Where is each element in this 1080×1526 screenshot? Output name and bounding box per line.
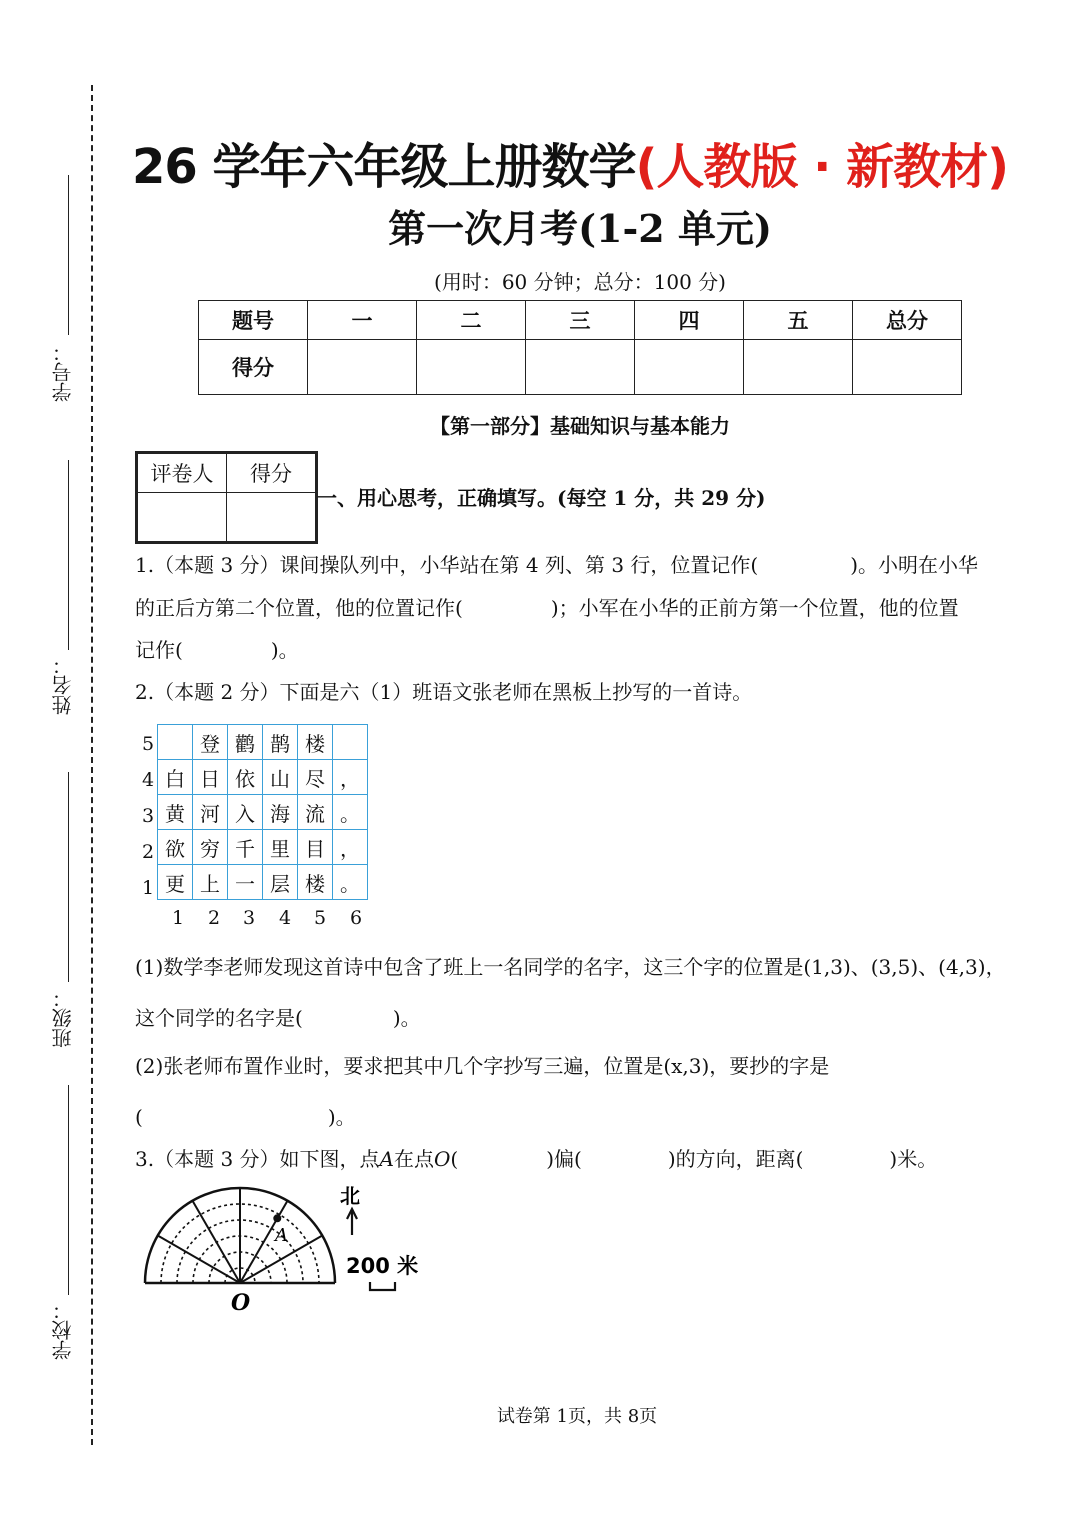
exam-title: [0, 128, 1080, 197]
q3-point-o: O: [433, 1147, 451, 1171]
score-value-row: [199, 340, 962, 395]
grid-cell: 鹊: [263, 725, 298, 760]
q3-text-c: (: [450, 1147, 459, 1171]
class-label: 班级：: [51, 988, 75, 1048]
score-header-cell: 三: [526, 301, 635, 340]
q1-line3: [135, 634, 299, 663]
title-main: 26 学年六年级上册数学: [131, 139, 636, 195]
q2-part1-line2: [135, 1002, 421, 1031]
diagram-ray: [158, 1236, 240, 1284]
q1-text-e: 记作(: [135, 638, 183, 662]
score-header-cell: 一: [308, 301, 417, 340]
grid-col-label: 6: [350, 907, 363, 929]
grid-row: [158, 830, 368, 865]
class-underline: [68, 772, 69, 982]
q3-text-f: )米。: [889, 1147, 938, 1171]
grid-cell: 楼: [298, 725, 333, 760]
q2-p2-close: )。: [327, 1105, 356, 1129]
grid-cell: 鹳: [228, 725, 263, 760]
grid-row: [158, 865, 368, 900]
score-header-row: [199, 301, 962, 340]
grid-cell: [333, 725, 368, 760]
grader-score-cell[interactable]: [227, 493, 317, 543]
grid-row: [158, 760, 368, 795]
school-label: 学校：: [51, 1300, 75, 1360]
grid-cell: 海: [263, 795, 298, 830]
grid-row-label: 2: [142, 841, 155, 863]
grader-score-label: 得分: [227, 453, 317, 493]
score-table: [198, 300, 962, 395]
q3-text-b: 在点: [393, 1147, 434, 1171]
grid-cell: 山: [263, 760, 298, 795]
score-header-cell: 题号: [199, 301, 308, 340]
name-underline: [68, 460, 69, 650]
grid-cell: 黄: [158, 795, 193, 830]
grid-cell: 依: [228, 760, 263, 795]
grid-cell: 登: [193, 725, 228, 760]
section1-title: 一、用心思考，正确填写。(每空 1 分，共 29 分): [317, 486, 766, 510]
grid-row: [158, 795, 368, 830]
q3-text-a: 3.（本题 3 分）如下图，点: [135, 1147, 380, 1171]
grid-cell: [158, 725, 193, 760]
q1-line1: [135, 549, 978, 578]
score-header-cell: 总分: [853, 301, 962, 340]
grid-cell: ，: [333, 830, 368, 865]
grid-cell: 白: [158, 760, 193, 795]
school-underline: [68, 1085, 69, 1295]
grid-col-label: 2: [208, 907, 221, 929]
grid-cell: 尽: [298, 760, 333, 795]
score-row-label: 得分: [199, 340, 308, 395]
q1-line2: [135, 592, 959, 621]
grid-row-label: 5: [142, 733, 155, 755]
grid-cell: 目: [298, 830, 333, 865]
grid-col-label: 5: [314, 907, 327, 929]
point-a-label: A: [275, 1225, 288, 1246]
grid-cell: 流: [298, 795, 333, 830]
q1-text-c: 的正后方第二个位置，他的位置记作(: [135, 596, 463, 620]
score-input-cell[interactable]: [526, 340, 635, 395]
grid-col-label: 4: [279, 907, 292, 929]
grid-row-label: 4: [142, 769, 155, 791]
origin-label: O: [231, 1290, 251, 1316]
q3-text-d: )偏(: [546, 1147, 582, 1171]
q2-p1-close: )。: [392, 1006, 421, 1030]
grid-cell: 上: [193, 865, 228, 900]
grid-cell: 千: [228, 830, 263, 865]
score-input-cell[interactable]: [744, 340, 853, 395]
q1-text-b: )。小明在小华: [850, 553, 979, 577]
grid-cell: 。: [333, 865, 368, 900]
grid-cell: 里: [263, 830, 298, 865]
poem-grid: [157, 724, 368, 900]
grid-row: [158, 725, 368, 760]
diagram-ray: [193, 1201, 241, 1283]
grid-cell: 楼: [298, 865, 333, 900]
q1-text-f: )。: [270, 638, 299, 662]
grid-col-label: 1: [172, 907, 185, 929]
q1-text-d: )；小军在小华的正前方第一个位置，他的位置: [550, 596, 959, 620]
title-edition: (人教版 · 新教材): [635, 139, 1009, 195]
grid-cell: 一: [228, 865, 263, 900]
direction-diagram: [130, 1175, 430, 1320]
page-footer: 试卷第 1页，共 8页: [496, 1406, 658, 1427]
q2-part2-line2: [135, 1101, 356, 1130]
time-info: (用时：60 分钟；总分：100 分): [434, 270, 726, 294]
part-title: 【第一部分】基础知识与基本能力: [430, 414, 730, 438]
score-input-cell[interactable]: [417, 340, 526, 395]
q3-point-a: A: [379, 1147, 394, 1171]
q2-part2-line1: (2)张老师布置作业时，要求把其中几个字抄写三遍，位置是(x,3)，要抄的字是: [135, 1054, 830, 1078]
grid-cell: ，: [333, 760, 368, 795]
grid-cell: 更: [158, 865, 193, 900]
north-label: 北: [340, 1184, 360, 1208]
grader-reviewer-cell[interactable]: [137, 493, 227, 543]
score-header-cell: 四: [635, 301, 744, 340]
q3-line: [135, 1143, 937, 1172]
q2-p1-text: 这个同学的名字是(: [135, 1006, 303, 1030]
grid-col-label: 3: [243, 907, 256, 929]
grid-cell: 。: [333, 795, 368, 830]
grid-cell: 穷: [193, 830, 228, 865]
score-input-cell[interactable]: [853, 340, 962, 395]
grid-cell: 河: [193, 795, 228, 830]
grid-cell: 日: [193, 760, 228, 795]
q3-text-e: )的方向，距离(: [667, 1147, 804, 1171]
name-label: 姓名：: [51, 655, 75, 715]
score-input-cell[interactable]: [635, 340, 744, 395]
grid-cell: 入: [228, 795, 263, 830]
q2-part1-line1: (1)数学李老师发现这首诗中包含了班上一名同学的名字，这三个字的位置是(1,3)、(3,5)、(4,3)，: [135, 955, 1006, 979]
exam-subtitle: 第一次月考(1-2 单元): [388, 206, 772, 251]
q2-intro: 2.（本题 2 分）下面是六（1）班语文张老师在黑板上抄写的一首诗。: [135, 680, 753, 704]
scale-bar: [370, 1282, 395, 1290]
scale-label: 200 米: [346, 1254, 419, 1278]
grid-row-label: 1: [142, 877, 155, 899]
score-header-cell: 二: [417, 301, 526, 340]
score-input-cell[interactable]: [308, 340, 417, 395]
grid-cell: 欲: [158, 830, 193, 865]
point-a-dot: [273, 1214, 281, 1222]
grid-row-label: 3: [142, 805, 155, 827]
student-no-label: 学号：: [51, 342, 75, 402]
grader-table: [135, 451, 318, 544]
score-header-cell: 五: [744, 301, 853, 340]
q1-text-a: 1.（本题 3 分）课间操队列中，小华站在第 4 列、第 3 行，位置记作(: [135, 553, 759, 577]
grader-reviewer-label: 评卷人: [137, 453, 227, 493]
q2-p2-open: (: [135, 1105, 143, 1129]
grid-cell: 层: [263, 865, 298, 900]
